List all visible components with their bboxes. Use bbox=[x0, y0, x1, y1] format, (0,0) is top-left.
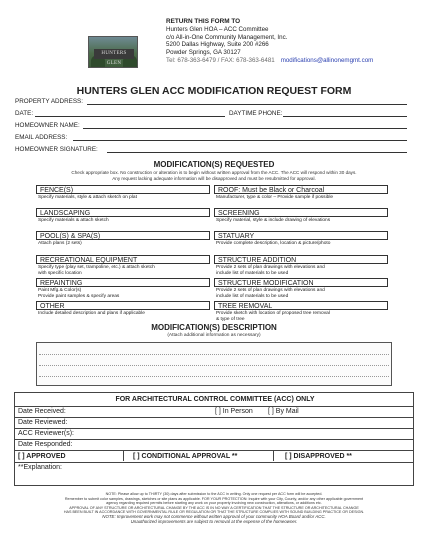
modification-checkbox[interactable]: POOL(S) & SPA(S) bbox=[36, 231, 210, 240]
modification-checkbox[interactable]: SCREENING bbox=[214, 208, 388, 217]
email-link[interactable]: modifications@allinonemgmt.com bbox=[280, 56, 374, 64]
modification-checkbox[interactable]: RECREATIONAL EQUIPMENT bbox=[36, 255, 210, 264]
footer-line: Remember to submit color samples, drawings, sketches or site plans as applicable. FOR YOUR PROTECTION: Inquire with your City, County, and/or any other applicable government bbox=[64, 496, 364, 501]
hunters-glen-logo bbox=[88, 36, 138, 68]
property-address-field[interactable] bbox=[15, 98, 415, 106]
return-address-block bbox=[166, 18, 373, 65]
modification-checkbox[interactable]: STATUARY bbox=[214, 231, 388, 240]
date-received-label: Date Received: bbox=[18, 408, 66, 415]
description-title: MODIFICATION(S) DESCRIPTION bbox=[151, 323, 277, 332]
modification-checkbox[interactable]: FENCE(S) bbox=[36, 185, 210, 194]
footer-line: agency regarding required permits before starting any work on your property involving new construction, alterations, or additions etc. bbox=[106, 501, 322, 506]
date-reviewed-label: Date Reviewed: bbox=[18, 419, 68, 426]
modification-description: with specific location bbox=[38, 270, 82, 276]
date-label: DATE: bbox=[15, 110, 34, 117]
modification-checkbox[interactable]: OTHER bbox=[36, 301, 210, 310]
daytime-phone-input[interactable] bbox=[283, 116, 407, 117]
homeowner-name-label: HOMEOWNER NAME: bbox=[15, 122, 80, 129]
modification-description: Specify materials & attach sketch bbox=[38, 218, 109, 224]
address-line: Hunters Glen HOA – ACC Committee bbox=[166, 25, 269, 33]
approved-checkbox[interactable]: [ ] APPROVED bbox=[18, 453, 66, 460]
modification-checkbox[interactable]: STRUCTURE MODIFICATION bbox=[214, 278, 388, 287]
modification-checkbox[interactable]: LANDSCAPING bbox=[36, 208, 210, 217]
modification-description: Include detailed description and plans if applicable bbox=[38, 311, 145, 316]
modification-description: & type of tree bbox=[216, 317, 245, 322]
daytime-phone-label: DAYTIME PHONE: bbox=[229, 110, 283, 117]
modifications-note-1: Check appropriate box. No construction or alteration is to begin without written approval from the ACC. The ACC will respond within 30 days. bbox=[71, 170, 357, 175]
modification-description: Provide 2 sets of plan drawings with elevations and bbox=[216, 264, 325, 270]
return-label: RETURN THIS FORM TO bbox=[166, 18, 241, 25]
modification-description: Paint Mfg.& Color(s) bbox=[38, 287, 82, 293]
homeowner-signature-label: HOMEOWNER SIGNATURE: bbox=[15, 146, 98, 153]
modification-description: Specify material, style & include drawing of elevations bbox=[216, 218, 331, 224]
homeowner-signature-field[interactable] bbox=[15, 146, 415, 154]
disapproved-checkbox[interactable]: [ ] DISAPPROVED ** bbox=[285, 453, 352, 460]
contact-numbers: Tel: 678-363-6479 / FAX: 678-363-6481 bbox=[166, 56, 275, 64]
modification-checkbox[interactable]: STRUCTURE ADDITION bbox=[214, 255, 388, 264]
address-line: Powder Springs, GA 30127 bbox=[166, 49, 241, 57]
date-responded-label: Date Responded: bbox=[18, 441, 73, 448]
explanation-label: **Explanation: bbox=[18, 464, 62, 471]
date-field[interactable] bbox=[15, 110, 415, 118]
acc-title: FOR ARCHITECTURAL CONTROL COMMITTEE (ACC) ONLY bbox=[115, 396, 315, 403]
modification-description: include list of materials to be used bbox=[216, 270, 289, 276]
footer-line: APPROVAL OF ANY STRUCTURE OR ARCHITECTURAL CHANGE BY THE ACC IS IN NO WAY A CERTIFICATION THAT THE STRUCTURE OR ARCHITECTURAL CHANGE bbox=[69, 505, 359, 510]
acc-only-section bbox=[14, 392, 414, 486]
modification-checkbox[interactable]: REPAINTING bbox=[36, 278, 210, 287]
modification-description: Attach plans (2 sets) bbox=[38, 241, 82, 247]
address-line: 5200 Dallas Highway, Suite 200 #266 bbox=[166, 41, 269, 49]
modification-checkbox[interactable]: TREE REMOVAL bbox=[214, 301, 388, 310]
modification-description: Specify type (play set, trampoline, etc.) & attach sketch bbox=[38, 264, 155, 270]
modification-description: Provide complete description, location & picture/photo bbox=[216, 241, 331, 247]
form-title: HUNTERS GLEN ACC MODIFICATION REQUEST FORM bbox=[76, 85, 352, 97]
modification-description: Specify materials, style & attach sketch on plat bbox=[38, 195, 137, 200]
in-person-checkbox[interactable]: [ ] In Person bbox=[215, 408, 253, 415]
modification-description: Provide 2 sets of plan drawings with elevations and bbox=[216, 287, 325, 293]
footer-line: NOTE: Please allow up to THIRTY (30) days after submission to the ACC in writing. Only one request per ACC form will be accepted. bbox=[105, 492, 323, 496]
acc-reviewers-label: ACC Reviewer(s): bbox=[18, 430, 75, 437]
footer-line: HAS BEEN BUILT IN ACCORDANCE WITH GOVERNMENTAL RULE OR REGULATION OR THAT THE STRUCTURE COMPLIES WITH SOUND BUILDING PRACTICE OR DESIGN. bbox=[63, 510, 365, 515]
description-note: (Attach additional information as necessary) bbox=[167, 333, 261, 338]
logo-sign: HUNTERS GLEN bbox=[94, 49, 134, 59]
email-address-field[interactable] bbox=[15, 134, 415, 142]
footer-line: NOTE: Improvement work may not commence without written approval of your community HOA Board and/or ACC. bbox=[102, 513, 326, 519]
by-mail-checkbox[interactable]: [ ] By Mail bbox=[268, 408, 299, 415]
modifications-title: MODIFICATION(S) REQUESTED bbox=[153, 160, 275, 169]
modifications-note-2: Any request lacking adequate information will be disapproved and must be resubmitted for approval. bbox=[112, 176, 316, 181]
modification-description: Provide paint samples & specify areas bbox=[38, 293, 120, 299]
modification-checkbox[interactable]: ROOF: Must be Black or Charcoal bbox=[214, 185, 388, 194]
modification-description: include list of materials to be used bbox=[216, 293, 289, 299]
email-address-label: EMAIL ADDRESS: bbox=[15, 134, 68, 141]
property-address-label: PROPERTY ADDRESS: bbox=[15, 98, 84, 105]
footer-line: Unauthorized improvements are subject to removal at the expense of the homeowner. bbox=[130, 518, 298, 524]
homeowner-name-field[interactable] bbox=[15, 122, 415, 130]
address-line: c/o All-in-One Community Management, Inc. bbox=[166, 33, 288, 41]
footer-notes bbox=[22, 492, 406, 524]
description-textarea[interactable] bbox=[36, 342, 392, 386]
modification-description: Manufacturer, type & color – Provide sample if possible bbox=[216, 195, 334, 200]
conditional-approval-checkbox[interactable]: [ ] CONDITIONAL APPROVAL ** bbox=[133, 453, 238, 460]
modification-description: Provide sketch with location of proposed tree removal bbox=[216, 311, 330, 316]
